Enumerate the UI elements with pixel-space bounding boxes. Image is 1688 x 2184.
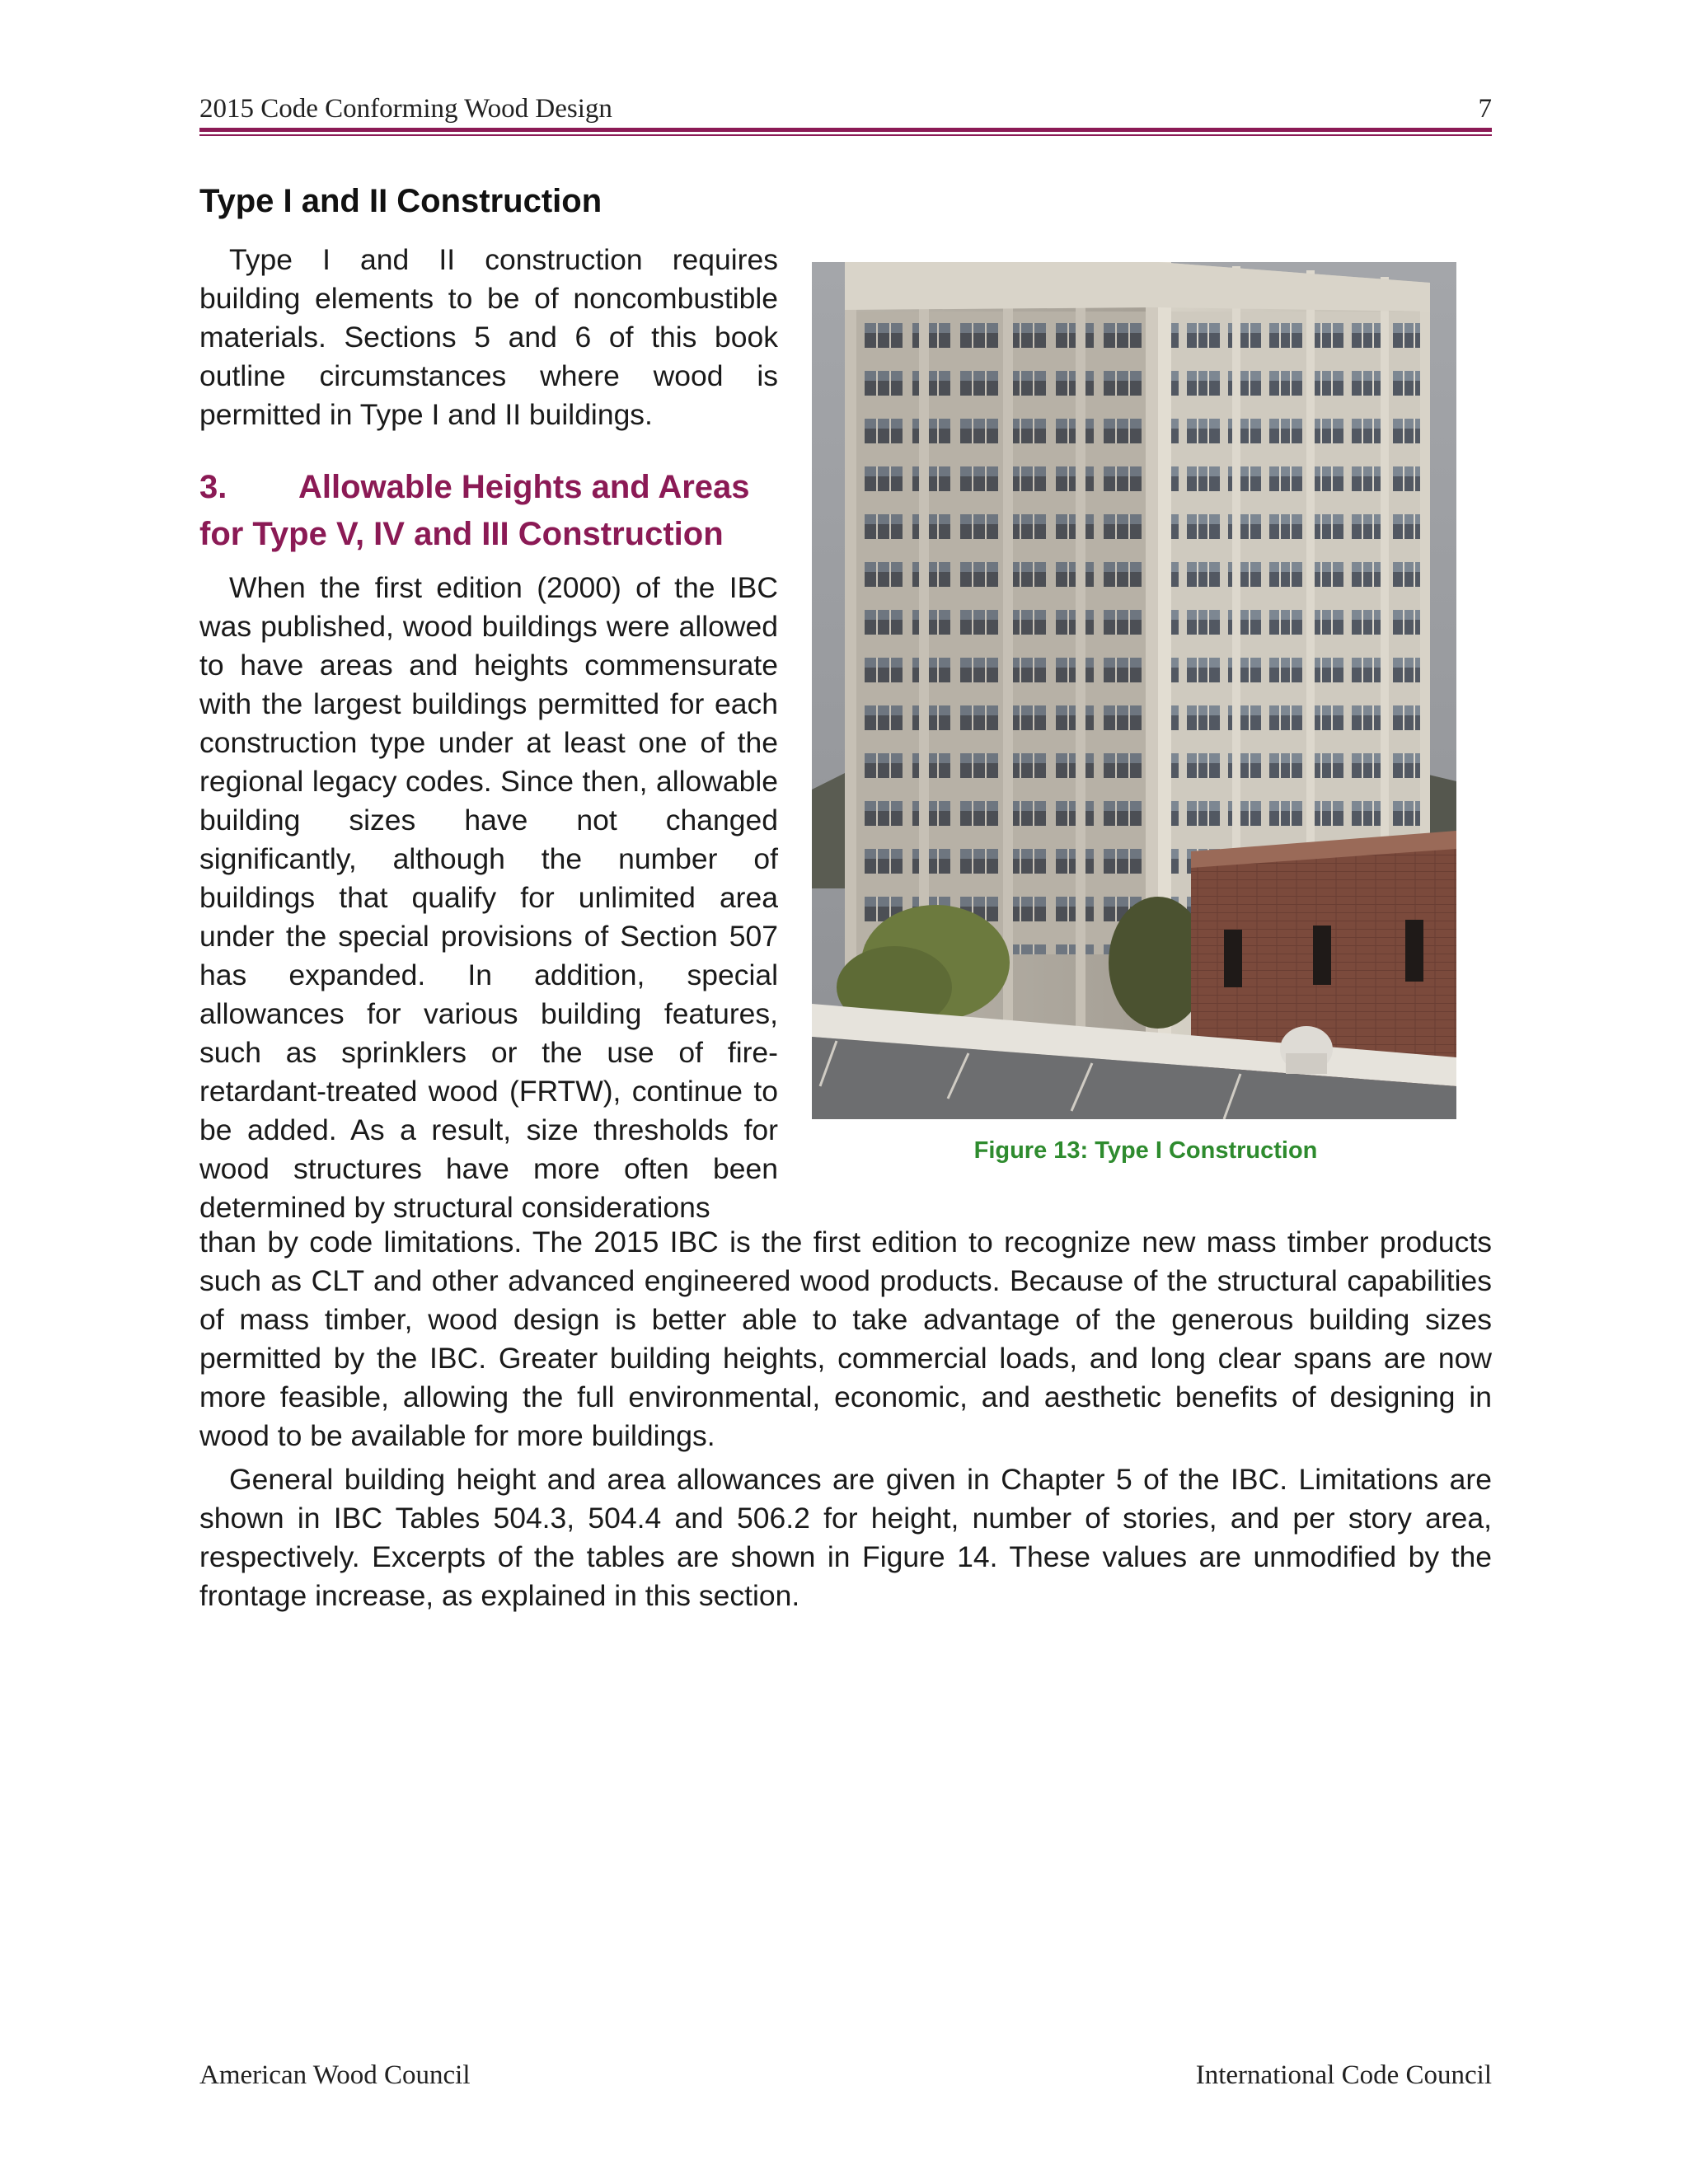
paragraph-text: than by code limitations. The 2015 IBC is the first edition to recognize new mass timber products such as CLT and other advanced engineered wood products. Because of the structural capabilities of mass timber, wood design is better able to take advantage of the generous building sizes permitted by the IBC. Greater building heights, commercial loads, and long clear spans are now more feasible, allowing the full environmental, economic, and aesthetic benefits of designing in wood to be available for more buildings. — [199, 1226, 1492, 1452]
footer-right: International Code Council — [1195, 2060, 1492, 2090]
paragraph-type-i-ii — [199, 241, 778, 434]
section-title: Allowable Heights and Areas for Type V, IV and III Construction — [199, 469, 750, 552]
section-heading-3 — [199, 464, 793, 558]
section-heading-type-i-ii: Type I and II Construction — [199, 183, 603, 219]
paragraph-text: General building height and area allowances are given in Chapter 5 of the IBC. Limitations are shown in IBC Tables 504.3, 504.4 and 506.2 for height, number of stories, and per story area, respectively. Excerpts of the tables are shown in Figure 14. These values are unmodified by the frontage increase, as explained in this section. — [199, 1463, 1492, 1612]
paragraph-section3-continued — [199, 1223, 1492, 1455]
paragraph-text: Type I and II construction requires building elements to be of noncombustible materials. Sections 5 and 6 of this book outline circumstances where wood is permitted in Type I and II buildings. — [199, 243, 778, 431]
header-title: 2015 Code Conforming Wood Design — [199, 94, 612, 124]
paragraph-section3-part2 — [199, 1460, 1492, 1615]
section-number: 3. — [199, 469, 227, 505]
figure-caption: Figure 13: Type I Construction — [973, 1137, 1318, 1164]
building-photo-illustration — [812, 262, 1456, 1119]
building-photo — [812, 262, 1456, 1119]
header-rule-thin — [199, 134, 1492, 136]
paragraph-section3-part1 — [199, 569, 778, 1227]
running-header — [199, 89, 1492, 129]
paragraph-text: When the first edition (2000) of the IBC was published, wood buildings were allowed to have areas and heights commensurate with the largest buildings permitted for each construction type under at least one of the regional legacy codes. Since then, allowable building sizes have not changed significantly, although the number of buildings that qualify for unlimited area under the special provisions of Section 507 has expanded. In addition, special allowances for various building features, such as sprinklers or the use of fire-retardant-treated wood (FRTW), continue to be added. As a result, size thresholds for wood structures have more often been determined by structural considerations — [199, 571, 778, 1224]
page-number: 7 — [1478, 94, 1492, 124]
header-rule — [199, 128, 1492, 132]
footer-left: American Wood Council — [199, 2060, 471, 2090]
